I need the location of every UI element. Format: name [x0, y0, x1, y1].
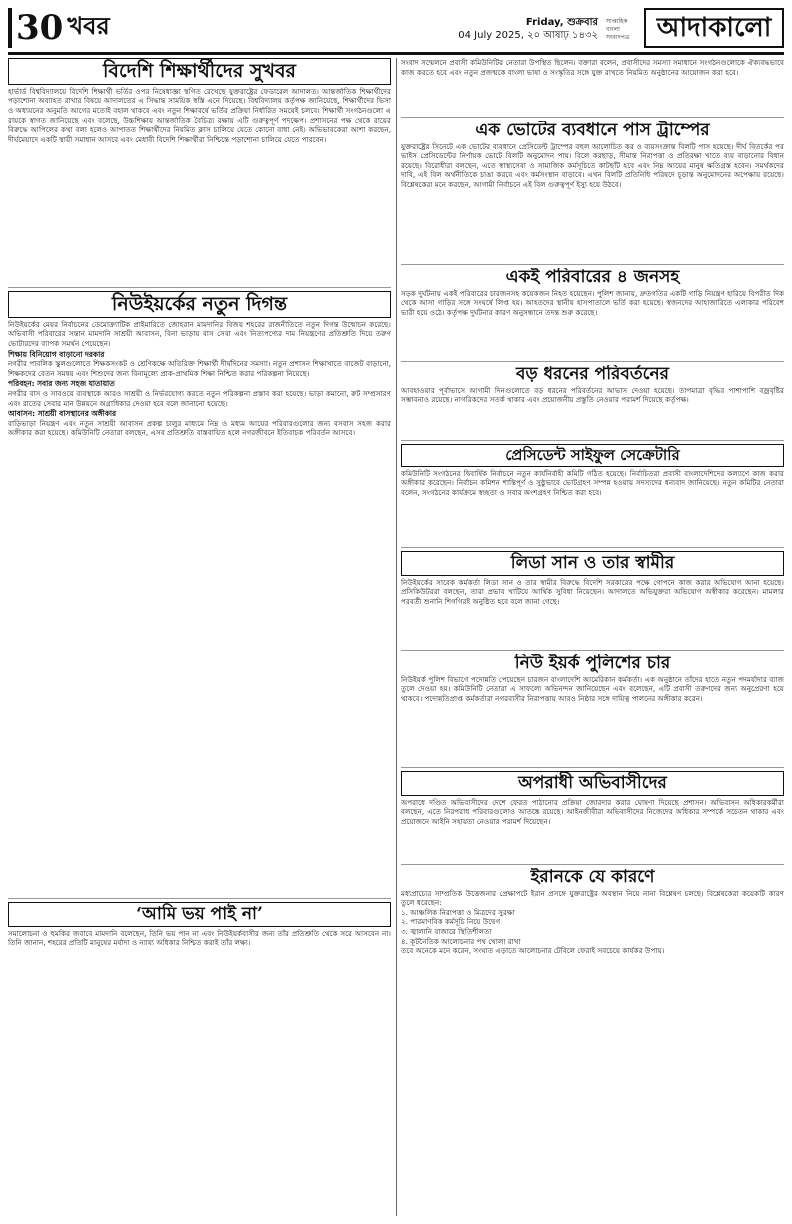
- article-body: বাড়িভাড়া নিয়ন্ত্রণ এবং নতুন সাশ্রয়ী আবাসন প্রকল্প চালুর মাধ্যমে নিম্ন ও মধ্যম আয়ের পরিবারগুলোর জন্য বসবাস সহজ করার অঙ্গীকার করা হয়েছে। কমিউনিটি নেতারা বলছেন, এসব প্রতিশ্রুতি বাস্তবায়িত হলে নগরজীবনে ইতিবাচক পরিবর্তন আসবে।: [8, 418, 391, 438]
- logo-tagline: সাপ্তাহিক বাংলা সংবাদপত্র: [606, 18, 630, 41]
- page-number: 30: [8, 8, 63, 48]
- headline: অপরাধী অভিবাসীদের: [401, 771, 784, 796]
- article-body: মধ্যপ্রাচ্যের সাম্প্রতিক উত্তেজনার প্রেক্ষাপটে ইরান প্রসঙ্গে যুক্তরাষ্ট্রের অবস্থান নিয়ে নানা বিশ্লেষণ চলছে। বিশ্লেষকেরা কয়েকটি কারণ তুলে ধরেছেন:: [401, 888, 784, 908]
- divider: [401, 117, 784, 118]
- list-item: ৪. কূটনৈতিক আলোচনার পথ খোলা রাখা: [401, 936, 521, 946]
- masthead: [8, 6, 784, 52]
- article-nypd-four: [401, 654, 784, 764]
- article-body: অপরাধে দণ্ডিত অভিবাসীদের দেশে ফেরত পাঠানোর প্রক্রিয়া জোরদার করার ঘোষণা দিয়েছে প্রশাসন। অভিবাসন অধিকারকর্মীরা বলছেন, এতে নিরপরাধ পরিবারগুলোও আতঙ্কে রয়েছে। আইনজীবীরা অভিবাসীদের নিজেদের অধিকার সম্পর্কে সচেতন থাকার এবং প্রয়োজনে আইনি সহায়তা নেওয়ার পরামর্শ দিয়েছেন।: [401, 797, 784, 826]
- article-body: কমিউনিটি সংগঠনের দ্বিবার্ষিক নির্বাচনে নতুন কার্যনির্বাহী কমিটি গঠিত হয়েছে। নির্বাচিতরা প্রবাসী বাংলাদেশিদের কল্যাণে কাজ করার অঙ্গীকার করেছেন। নির্বাচন কমিশন শান্তিপূর্ণ ও সুষ্ঠুভাবে ভোটগ্রহণ সম্পন্ন হওয়ায় সদস্যদের ধন্যবাদ জানিয়েছে। নতুন কমিটির নেতারা বলেন, সংগঠনের কার্যক্রমে স্বচ্ছতা ও সবার অংশগ্রহণ নিশ্চিত করা হবে।: [401, 468, 784, 497]
- article-newyork-horizon: [8, 291, 391, 895]
- article-big-change: [401, 365, 784, 437]
- article-body: সড়ক দুর্ঘটনায় একই পরিবারের চারজনসহ কয়েকজন নিহত হয়েছেন। পুলিশ জানায়, দ্রুতগতির একটি গাড়ি নিয়ন্ত্রণ হারিয়ে বিপরীত দিক থেকে আসা গাড়ির সঙ্গে সংঘর্ষে লিপ্ত হয়। আহতদের স্থানীয় হাসপাতালে ভর্তি করা হয়েছে। স্বজনদের আহাজারিতে এলাকার পরিবেশ ভারী হয়ে ওঠে। কর্তৃপক্ষ দুর্ঘটনার কারণ অনুসন্ধানে তদন্ত শুরু করেছে।: [401, 288, 784, 317]
- article-criminal-immigrants: [401, 771, 784, 861]
- dateline: [458, 16, 598, 42]
- article-body: সমালোচনা ও হুমকির জবাবে মামদানি বলেছেন, তিনি ভয় পান না এবং নিউইয়র্কবাসীর জন্য তাঁর প্রতিশ্রুতি থেকে সরে আসবেন না। তিনি জানান, শহরের প্রতিটি মানুষের মর্যাদা ও ন্যায্য অধিকার নিশ্চিত করাই তাঁর লক্ষ্য।: [8, 928, 391, 948]
- article-body: আবহাওয়ার পূর্বাভাসে আগামী দিনগুলোতে বড় ধরনের পরিবর্তনের আভাস দেওয়া হয়েছে। তাপমাত্রা বৃদ্ধির পাশাপাশি বজ্রবৃষ্টির সম্ভাবনাও রয়েছে। নাগরিকদের সতর্ক থাকার এবং প্রয়োজনীয় প্রস্তুতি নেওয়ার পরামর্শ দিয়েছে কর্তৃপক্ষ।: [401, 385, 784, 405]
- article-not-afraid: [8, 902, 391, 1022]
- list-item: ৩. জ্বালানি বাজারে স্থিতিশীলতা: [401, 927, 492, 937]
- headline: প্রেসিডেন্ট সাইফুল সেক্রেটারি: [401, 444, 784, 467]
- divider: [8, 287, 391, 288]
- headline: লিডা সান ও তার স্বামীর: [401, 551, 784, 576]
- divider: [401, 650, 784, 651]
- article-iran-reason: [401, 868, 784, 1024]
- list-item: ১. আঞ্চলিক নিরাপত্তা ও মিত্রদের সুরক্ষা: [401, 907, 515, 917]
- article-body: যুক্তরাষ্ট্রের সিনেটে এক ভোটের ব্যবধানে প্রেসিডেন্ট ট্রাম্পের বহুল আলোচিত কর ও ব্যয়সংক্রান্ত বিলটি পাস হয়েছে। দীর্ঘ বিতর্কের পর ভাইস প্রেসিডেন্টের নির্ণায়ক ভোটে বিলটি অনুমোদন পায়। বিলে করছাড়, সীমান্ত নিরাপত্তা ও প্রতিরক্ষা খাতে ব্যয় বাড়ানোর বিধান রয়েছে। বিরোধীরা বলছেন, এতে স্বাস্থ্যসেবা ও সামাজিক কর্মসূচিতে কাটছাঁট হবে এবং নিম্ন আয়ের মানুষ ক্ষতিগ্রস্ত হবেন। সমর্থকদের দাবি, এই বিল অর্থনীতিকে চাঙা করবে এবং কর্মসংস্থান বাড়াবে। এখন বিলটি প্রতিনিধি পরিষদে চূড়ান্ত অনুমোদনের অপেক্ষায় রয়েছে। বিশ্লেষকেরা মনে করছেন, আগামী নির্বাচনে এই বিল গুরুত্বপূর্ণ ইস্যু হয়ে উঠবে।: [401, 141, 784, 190]
- left-column: [8, 58, 391, 1025]
- headline: ‘আমি ভয় পাই না’: [8, 902, 391, 927]
- article-linda-sun: [401, 551, 784, 647]
- newspaper-logo: [606, 8, 784, 48]
- divider: [401, 547, 784, 548]
- newspaper-page: [8, 6, 784, 1218]
- divider: [401, 767, 784, 768]
- headline: এক ভোটের ব্যবধানে পাস ট্রাম্পের: [475, 121, 710, 140]
- article-body: নিউইয়র্কের মেয়র নির্বাচনের ডেমোক্র্যাটিক প্রাইমারিতে জোহরান মামদানির বিজয় শহরের রাজনীতিতে নতুন দিগন্ত উন্মোচন করেছে। অভিবাসী পরিবারের সন্তান মামদানি সাশ্রয়ী আবাসন, বিনা ভাড়ায় বাস সেবা এবং নিত্যপণ্যের দাম নিয়ন্ত্রণের প্রতিশ্রুতি দিয়ে তরুণ ভোটারদের ব্যাপক সমর্থন পেয়েছেন।: [8, 319, 391, 349]
- divider: [401, 440, 784, 441]
- issue-day: Friday, শুক্রবার: [525, 17, 598, 28]
- article-foreign-students: [8, 58, 391, 284]
- headline: নিউ ইয়র্ক পুলিশের চার: [514, 654, 671, 673]
- section-name: খবর: [67, 11, 110, 40]
- divider: [401, 264, 784, 265]
- article-family-four: [401, 268, 784, 358]
- article-body: নগরীর বাস ও সাবওয়ে ব্যবস্থাকে আরও সাশ্রয়ী ও নির্ভরযোগ্য করতে নতুন পরিকল্পনা প্রস্তাব করা হয়েছে। ভাড়া কমানো, রুট সম্প্রসারণ এবং রাতের সেবার মান উন্নয়নে অগ্রাধিকার দেওয়া হবে বলে জানানো হয়েছে।: [8, 389, 391, 408]
- headline: নিউইয়র্কের নতুন দিগন্ত: [8, 291, 391, 318]
- divider: [8, 898, 391, 899]
- page-number-block: [8, 8, 110, 48]
- article-body: নগরীর পাবলিক স্কুলগুলোতে শিক্ষকসংকট ও শ্রেণিকক্ষে অতিরিক্ত শিক্ষার্থী দীর্ঘদিনের সমস্যা। নতুন প্রশাসন শিক্ষাখাতে বাজেট বাড়ানো, শিক্ষকদের বেতন সমন্বয় এবং শিশুদের জন্য বিনামূল্যে প্রাক-প্রাথমিক শিক্ষা নিশ্চিত করার পরিকল্পনা নিয়েছে।: [8, 359, 391, 378]
- article-body: হার্ভার্ড বিশ্ববিদ্যালয়ে বিদেশি শিক্ষার্থী ভর্তির ওপর নিষেধাজ্ঞা স্থগিত রেখেছে যুক্তরাষ্ট্রের ফেডারেল আদালত। আন্তর্জাতিক শিক্ষার্থীদের পড়াশোনা অব্যাহত রাখার বিষয়ে আদালতের এ সিদ্ধান্ত সাময়িক স্বস্তি এনে দিয়েছে। বিশ্ববিদ্যালয় কর্তৃপক্ষ জানিয়েছে, শিক্ষার্থীদের ভিসা ও অধ্যয়নের অনুমতি আগের মতোই বহাল থাকবে এবং নতুন শিক্ষাবর্ষে ভর্তির প্রক্রিয়া নির্ধারিত সময়েই চলবে। শিক্ষার্থী সংগঠনগুলো এ রায়কে স্বাগত জানিয়েছে এবং বলেছে, উচ্চশিক্ষায় আন্তর্জাতিক বৈচিত্র্য রক্ষায় এটি গুরুত্বপূর্ণ পদক্ষেপ। প্রশাসনের পক্ষ থেকে রায়ের বিরুদ্ধে আপিলের কথা বলা হলেও আপাতত শিক্ষার্থীদের নিয়মিত ক্লাস চালিয়ে যেতে কোনো বাধা নেই। অভিভাবকেরা আশা করছেন, দীর্ঘমেয়াদে একটি স্থায়ী সমাধান আসবে এবং মেধাবী বিদেশি শিক্ষার্থীরা নিশ্চিন্তে পড়াশোনা চালিয়ে যেতে পারবেন।: [8, 86, 391, 144]
- article-continued: [401, 58, 784, 114]
- article-body: নিউইয়র্কের সাবেক কর্মকর্তা লিডা সান ও তার স্বামীর বিরুদ্ধে বিদেশি সরকারের পক্ষে গোপনে কাজ করার অভিযোগ আনা হয়েছে। প্রসিকিউটররা বলছেন, তারা প্রভাব খাটিয়ে আর্থিক সুবিধা নিয়েছেন। আদালতে অভিযুক্তরা অভিযোগ অস্বীকার করেছেন। মামলার পরবর্তী শুনানি শিগগিরই অনুষ্ঠিত হবে বলে জানা গেছে।: [401, 577, 784, 606]
- logo-wordmark: আদাকালো: [644, 8, 784, 48]
- issue-date: 04 July 2025, ২০ আষাঢ় ১৪৩২: [458, 30, 598, 41]
- divider: [401, 864, 784, 865]
- headline: একই পরিবারের ৪ জনসহ: [505, 268, 680, 287]
- column-rule: [396, 58, 397, 1216]
- article-president-secretary: [401, 444, 784, 544]
- article-trump-bill: [401, 121, 784, 261]
- masthead-rule: [8, 52, 784, 55]
- divider: [401, 361, 784, 362]
- right-column: [401, 58, 784, 1027]
- article-body: সংবাদ সম্মেলনে প্রবাসী কমিউনিটির নেতারা উপস্থিত ছিলেন। বক্তারা বলেন, প্রবাসীদের সমস্যা সমাধানে সংগঠনগুলোকে ঐক্যবদ্ধভাবে কাজ করতে হবে এবং নতুন প্রজন্মকে বাংলা ভাষা ও সংস্কৃতির সঙ্গে যুক্ত রাখতে নিয়মিত অনুষ্ঠানের আয়োজন করা হবে।: [401, 58, 784, 77]
- headline: ইরানকে যে কারণে: [530, 868, 655, 887]
- subheading: শিক্ষায় বিনিয়োগ বাড়ানো দরকার: [8, 349, 105, 359]
- article-body: তবে অনেকে মনে করেন, সংঘাত এড়াতে আলোচনার টেবিলে ফেরাই সবচেয়ে কার্যকর উপায়।: [401, 946, 665, 956]
- article-body: নিউইয়র্ক পুলিশ বিভাগে পদোন্নতি পেয়েছেন চারজন বাংলাদেশি আমেরিকান কর্মকর্তা। এক অনুষ্ঠানে তাঁদের হাতে নতুন পদমর্যাদার ব্যাজ তুলে দেওয়া হয়। কমিউনিটি নেতারা এ সাফল্যে অভিনন্দন জানিয়েছেন এবং বলেছেন, এটি প্রবাসী তরুণদের জন্য অনুপ্রেরণা হয়ে থাকবে। পদোন্নতিপ্রাপ্ত কর্মকর্তারা নগরবাসীর নিরাপত্তায় আরও নিষ্ঠার সঙ্গে দায়িত্ব পালনের অঙ্গীকার করেন।: [401, 674, 784, 703]
- headline: বিদেশি শিক্ষার্থীদের সুখবর: [8, 58, 391, 85]
- list-item: ২. পারমাণবিক কর্মসূচি নিয়ে উদ্বেগ: [401, 917, 501, 927]
- headline: বড় ধরনের পরিবর্তনের: [516, 365, 669, 384]
- subheading: আবাসন: সাশ্রয়ী বাসস্থানের অঙ্গীকার: [8, 409, 117, 419]
- subheading: পরিবহন: সবার জন্য সহজ যাতায়াত: [8, 379, 115, 389]
